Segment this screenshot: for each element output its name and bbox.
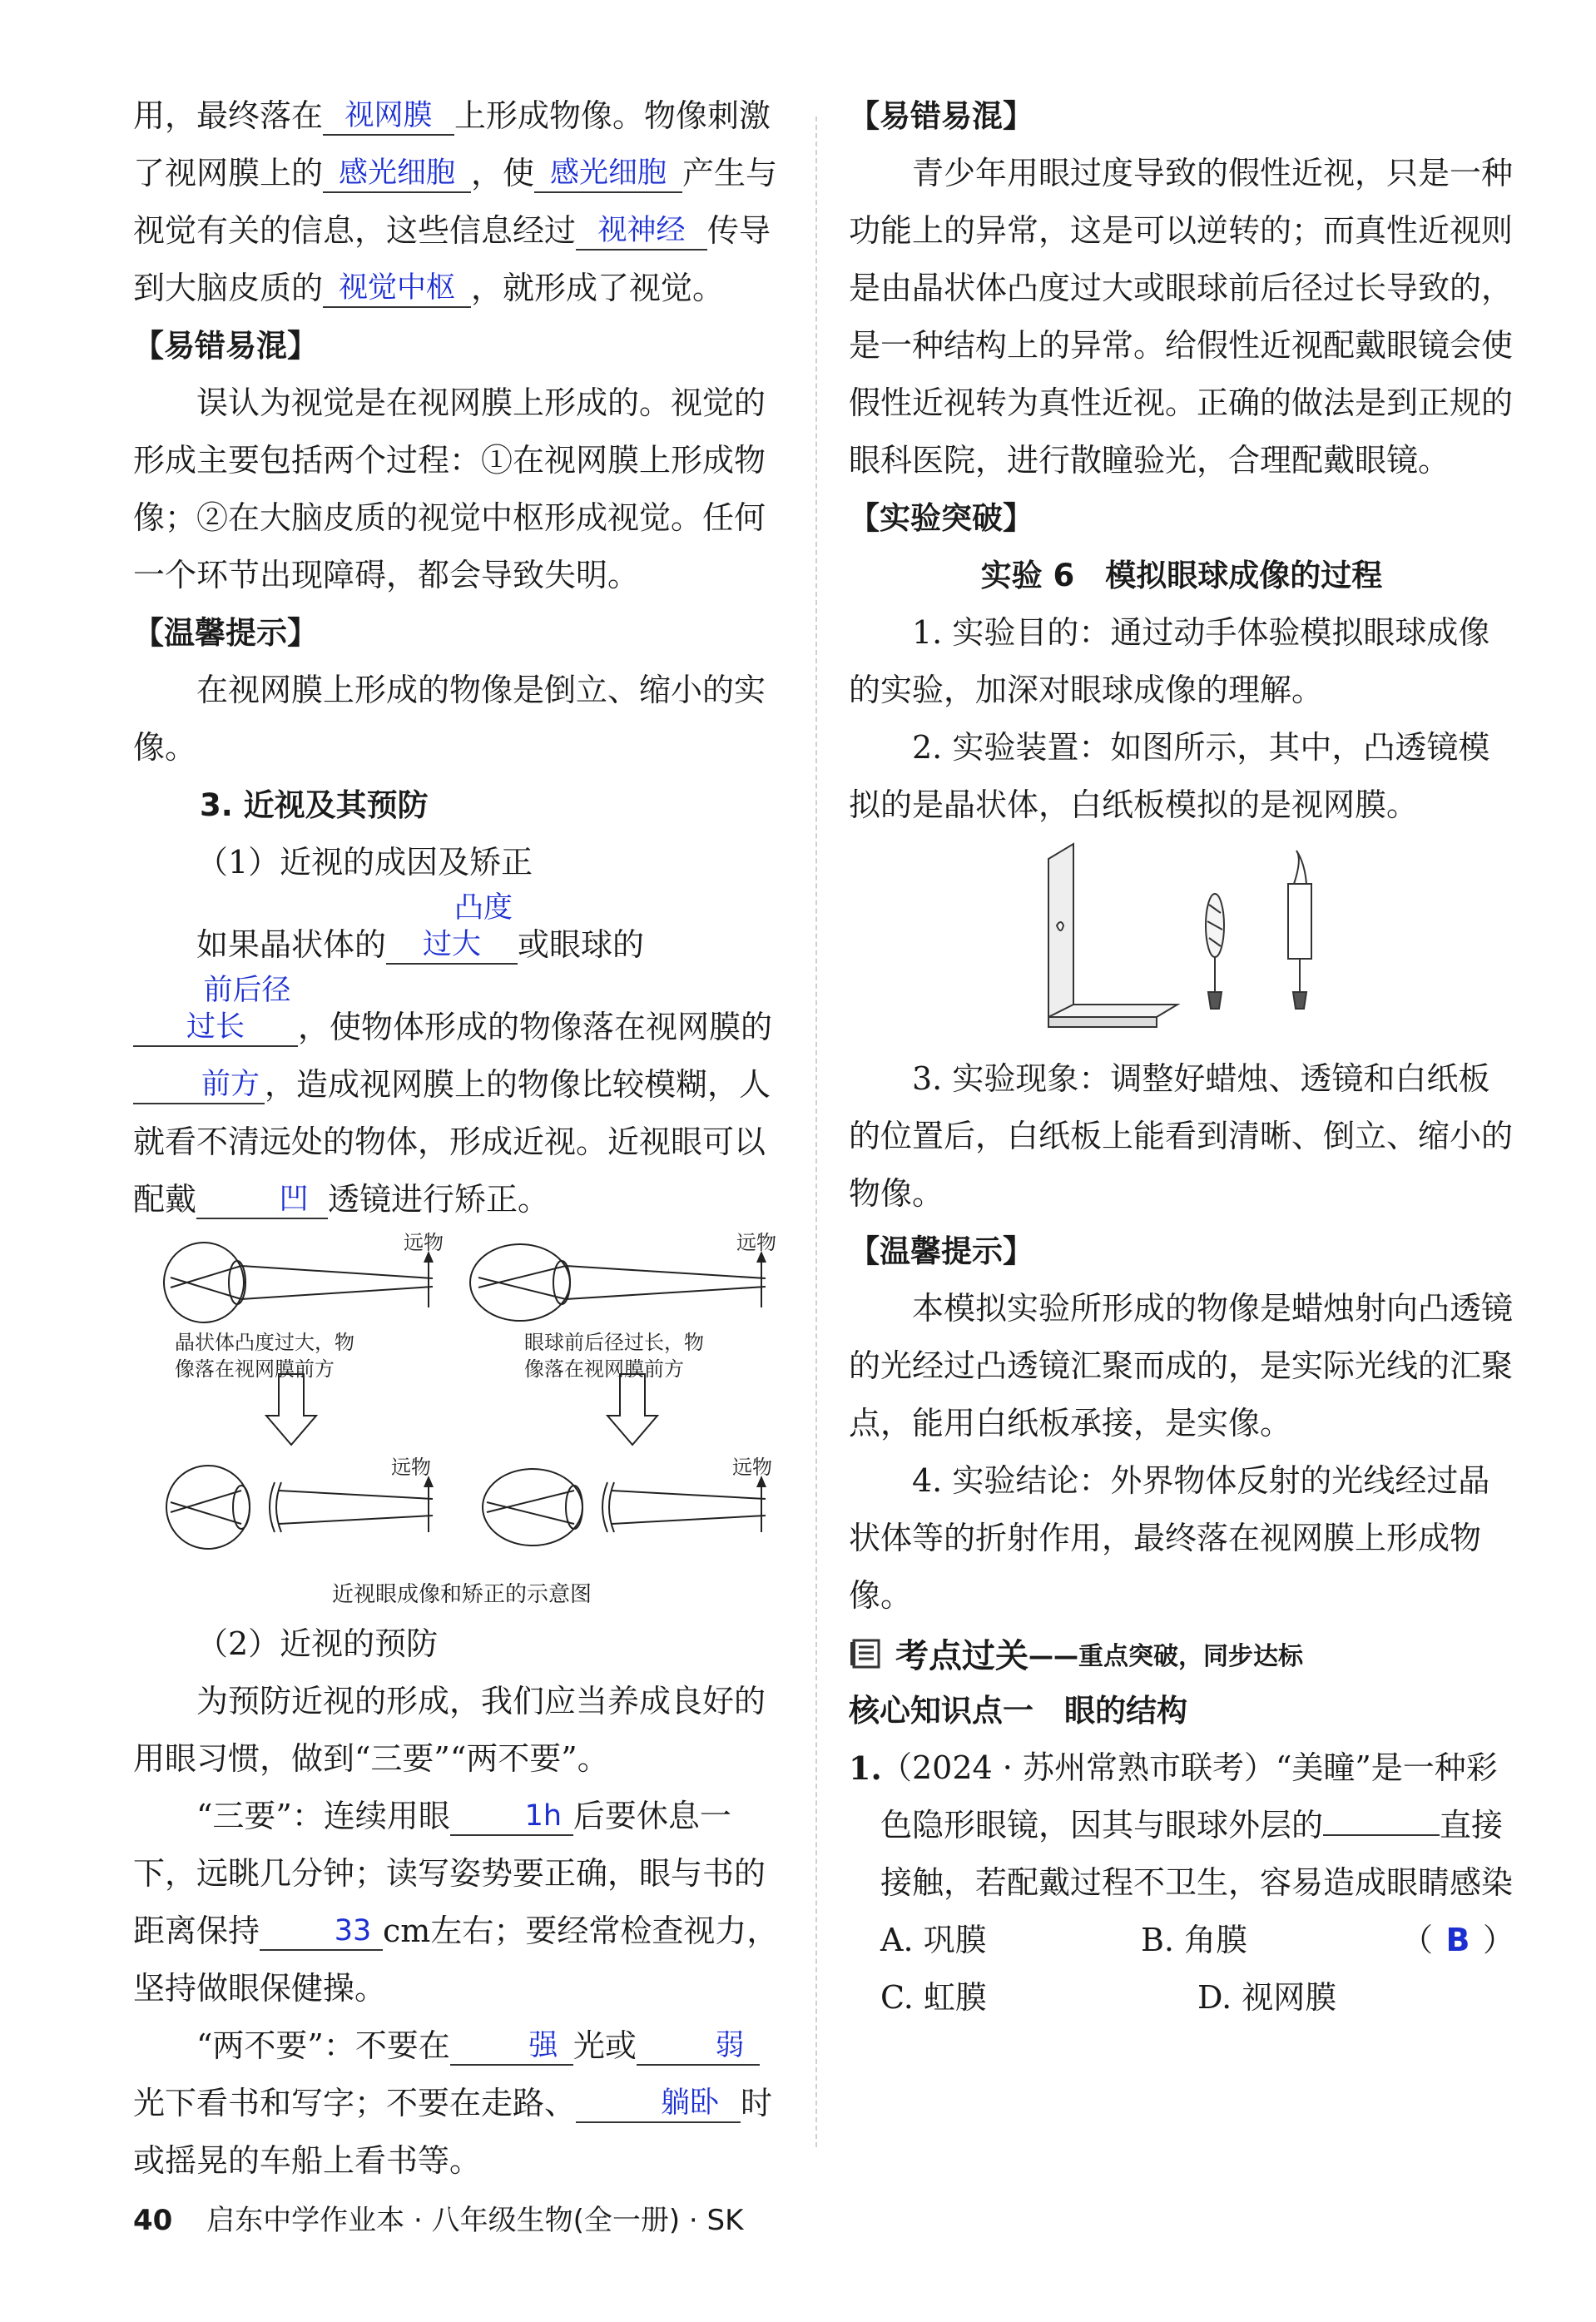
blank-axial: 前后径过长 [133,972,298,1047]
blank-weak: 弱 [637,2027,760,2066]
two-donts: “两不要”：不要在 强 光或 弱光下看书和写字；不要在走路、 躺卧 时或摇晃的车船上看书等。 [133,2027,773,2179]
experiment-setup: 2. 实验装置：如图所示，其中，凸透镜模拟的是晶状体，白纸板模拟的是视网膜。 [849,729,1490,823]
easy-mistake-text: 误认为视觉是在视网膜上形成的。视觉的形成主要包括两个过程：①在视网膜上形成物像；②在大脑皮质的视觉中枢形成视觉。任何一个环节出现障碍，都会导致失明。 [133,385,766,593]
blank-photoreceptor-2: 感光细胞 [534,155,682,193]
myopia-diagram [133,1233,791,1565]
three-musts: “三要”：连续用眼 1h 后要休息一下，远眺几分钟；读写姿势要正确，眼与书的距离保持 33 cm左右；要经常检查视力，坚持做眼保健操。 [133,1798,779,2007]
caption-lens: 晶状体凸度过大，物 [175,1331,354,1354]
prevention-heading: （2）近视的预防 [196,1625,439,1662]
options-row-1 [849,1912,1401,1969]
myopia-paragraph: 如果晶状体的凸度过大 或眼球的前后径过长 ，使物体形成的物像落在视网膜的前方 ，造成视网膜上的物像比较模糊，人就看不清远处的物体，形成近视。近视眼可以配戴 凹 透镜进行矫正。 [133,891,773,1218]
checkpoint-title: 考点过关 [895,1637,1028,1675]
core-knowledge-heading: 核心知识点一 眼的结构 [849,1693,1187,1729]
tip-heading: 【温馨提示】 [133,615,318,651]
blank-lying: 躺卧 [576,2085,741,2123]
option-d[interactable]: D. 视网膜 [1197,1979,1337,2016]
page-number: 40 [133,2204,173,2237]
prevention-text: 为预防近视的形成，我们应当养成良好的用眼习惯，做到“三要”“两不要”。 [133,1683,766,1777]
myopia-cause-heading: （1）近视的成因及矫正 [196,844,533,881]
tip-heading-2: 【温馨提示】 [849,1233,1033,1269]
question-number: 1. [849,1749,882,1787]
experiment-apparatus [849,834,1514,1050]
experiment-phenomenon: 3. 实验现象：调整好蜡烛、透镜和白纸板的位置后，白纸板上能看到清晰、倒立、缩小的物像。 [849,1060,1514,1212]
option-a[interactable]: A. 巩膜 [880,1922,987,1958]
option-b[interactable]: B. 角膜 [1140,1922,1248,1958]
pseudo-myopia-text: 青少年用眼过度导致的假性近视，只是一种功能上的异常，这是可以逆转的；而真性近视则是由晶状体凸度过大或眼球前后径过长导致的，是一种结构上的异常。给假性近视配戴眼镜会使假性近视转为真性近视。正确的做法是到正规的眼科医院，进行散瞳验光，合理配戴眼镜。 [849,155,1514,479]
tip-text: 在视网膜上形成的物像是倒立、缩小的实像。 [133,672,766,766]
blank-front: 前方 [133,1066,265,1104]
experiment-figure [849,834,1514,1050]
column-divider [815,117,817,2147]
experiment-conclusion: 4. 实验结论：外界物体反射的光线经过晶状体等的折射作用，最终落在视网膜上形成物像。 [849,1462,1490,1614]
caption-axial-2: 像落在视网膜前方 [524,1357,684,1381]
blank-concave: 凹 [196,1181,328,1219]
checkpoint-subtitle: ——重点突破，同步达标 [1028,1641,1303,1671]
checkpoint-header [849,1625,1514,1682]
figure-caption: 近视眼成像和矫正的示意图 [331,1582,592,1607]
experiment-heading: 【实验突破】 [849,500,1033,536]
experiment-purpose: 1. 实验目的：通过动手体验模拟眼球成像的实验，加深对眼球成像的理解。 [849,614,1490,708]
right-column [849,100,1514,2027]
question-stem: （2024 · 苏州常熟市联考）“美瞳”是一种彩色隐形眼镜，因其与眼球外层的 直接接触，若配戴过程不卫生，容易造成眼睛感染 （ B ） [880,1739,1514,1912]
far-object-label-4: 远物 [732,1456,772,1479]
blank-convex: 凸度过大 [386,890,518,965]
myopia-figure [133,1233,791,1615]
myopia-heading: 3. 近视及其预防 [200,787,429,823]
vision-paragraph: 用，最终落在 视网膜 上形成物像。物像刺激了视网膜上的 感光细胞 ，使 感光细胞 产生与视觉有关的信息，这些信息经过 视神经 传导到大脑皮质的 视觉中枢 ，就形成了视觉。 [133,97,778,306]
notebook-icon [849,1637,885,1670]
answer-blank[interactable] [1323,1801,1440,1836]
far-object-label-1: 远物 [404,1233,444,1254]
easy-mistake-heading: 【易错易混】 [133,328,318,364]
far-object-label-2: 远物 [736,1233,776,1254]
left-column [133,97,791,2190]
blank-photoreceptor: 感光细胞 [323,155,471,193]
options-row-2 [849,1969,1514,2027]
far-object-label-3: 远物 [391,1456,431,1479]
answer-choice[interactable]: B [1445,1922,1470,1958]
blank-strong: 强 [450,2027,573,2066]
blank-retina: 视网膜 [323,97,454,136]
blank-optic-nerve: 视神经 [576,212,707,251]
caption-lens-2: 像落在视网膜前方 [175,1357,335,1381]
book-title: 启东中学作业本 · 八年级生物(全一册) · SK [206,2204,744,2237]
experiment-title: 实验 6 模拟眼球成像的过程 [980,558,1383,593]
caption-axial: 眼球前后径过长，物 [524,1331,704,1354]
option-c[interactable]: C. 虹膜 [880,1979,987,2016]
blank-33: 33 [260,1913,383,1951]
tip-text-2: 本模拟实验所形成的物像是蜡烛射向凸透镜的光经过凸透镜汇聚而成的，是实际光线的汇聚点，能用白纸板承接，是实像。 [849,1290,1514,1441]
blank-visual-center: 视觉中枢 [323,270,471,308]
easy-mistake-heading-2: 【易错易混】 [849,98,1033,134]
page-footer [133,2197,743,2238]
blank-1h: 1h [450,1798,573,1836]
